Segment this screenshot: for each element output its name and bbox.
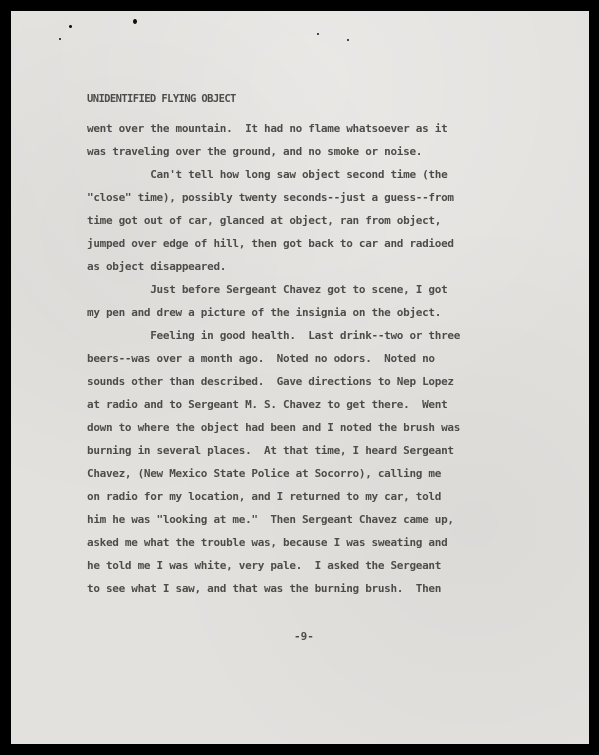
- text-line: time got out of car, glanced at object, ran from object,: [87, 214, 442, 227]
- ink-speck: [133, 19, 137, 24]
- text-line: Just before Sergeant Chavez got to scene, I got: [87, 283, 448, 296]
- ink-speck: [317, 33, 319, 35]
- text-line: my pen and drew a picture of the insignia on the object.: [87, 306, 442, 319]
- text-line: asked me what the trouble was, because I was sweating and: [87, 536, 448, 549]
- text-line: to see what I saw, and that was the burning brush. Then: [87, 582, 442, 595]
- text-line: Chavez, (New Mexico State Police at Socorro), calling me: [87, 467, 442, 480]
- ink-speck: [347, 39, 349, 41]
- text-line: he told me I was white, very pale. I asked the Sergeant: [87, 559, 442, 572]
- text-line: down to where the object had been and I noted the brush was: [87, 421, 461, 434]
- text-line: burning in several places. At that time, I heard Sergeant: [87, 444, 454, 457]
- ink-speck: [59, 38, 61, 40]
- text-line: Can't tell how long saw object second time (the: [87, 168, 448, 181]
- document-page: [11, 11, 589, 744]
- document-heading: UNIDENTIFIED FLYING OBJECT: [87, 93, 236, 105]
- ink-speck: [69, 25, 72, 28]
- text-line: on radio for my location, and I returned to my car, told: [87, 490, 442, 503]
- text-line: beers--was over a month ago. Noted no odors. Noted no: [87, 352, 435, 365]
- text-line: went over the mountain. It had no flame whatsoever as it: [87, 122, 448, 135]
- text-line: sounds other than described. Gave directions to Nep Lopez: [87, 375, 454, 388]
- page-number: -9-: [294, 630, 314, 643]
- text-line: as object disappeared.: [87, 260, 227, 273]
- text-line: at radio and to Sergeant M. S. Chavez to get there. Went: [87, 398, 448, 411]
- text-line: was traveling over the ground, and no smoke or noise.: [87, 145, 423, 158]
- text-line: him he was "looking at me." Then Sergeant Chavez came up,: [87, 513, 454, 526]
- document-body: [87, 93, 527, 595]
- text-line: jumped over edge of hill, then got back to car and radioed: [87, 237, 454, 250]
- text-line: "close" time), possibly twenty seconds--just a guess--from: [87, 191, 454, 204]
- text-line: Feeling in good health. Last drink--two or three: [87, 329, 461, 342]
